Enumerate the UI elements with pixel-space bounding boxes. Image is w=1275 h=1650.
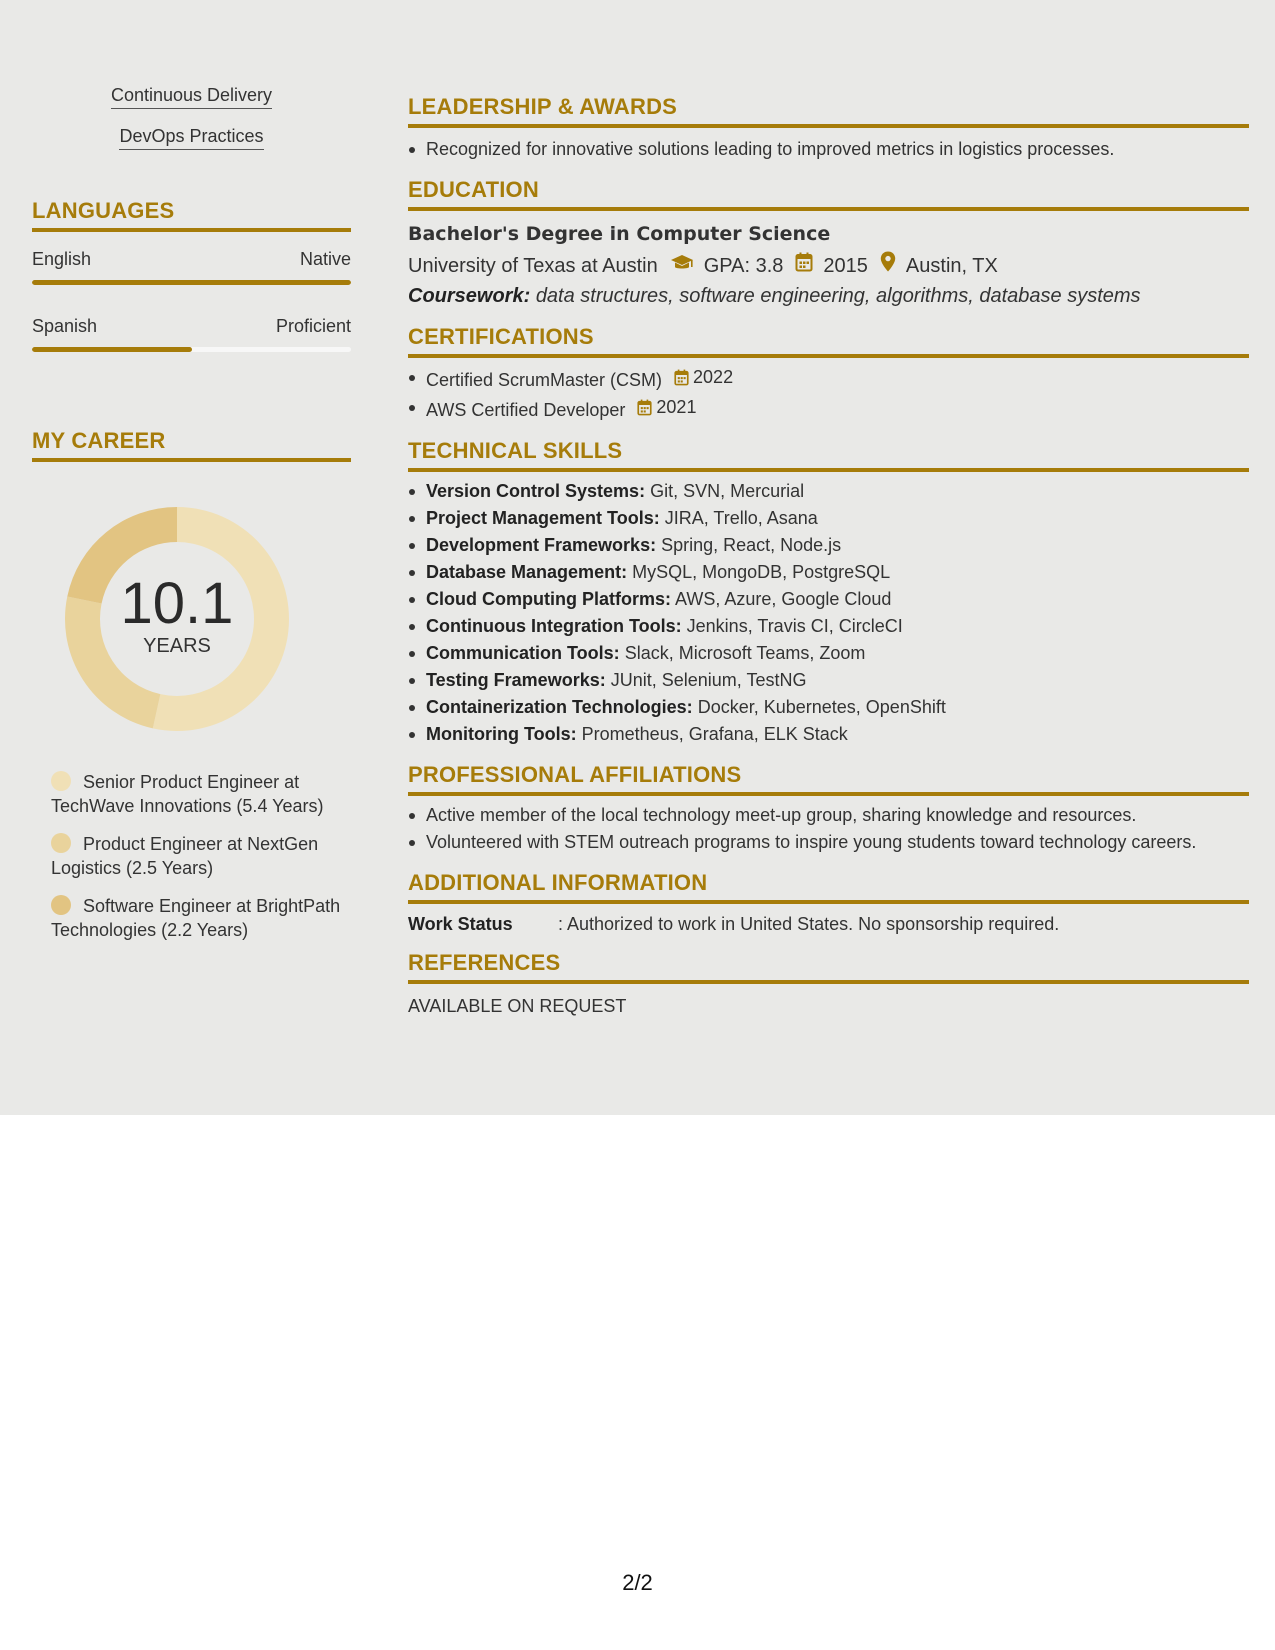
affiliations-heading: PROFESSIONAL AFFILIATIONS bbox=[408, 762, 1249, 796]
skill-values: Jenkins, Travis CI, CircleCI bbox=[686, 616, 903, 636]
skill-item bbox=[408, 586, 1249, 613]
languages-section bbox=[32, 198, 351, 352]
coursework-list: data structures, software engineering, algorithms, database systems bbox=[535, 285, 1141, 307]
skill-category: Development Frameworks: bbox=[426, 535, 657, 555]
skill-values: AWS, Azure, Google Cloud bbox=[675, 589, 892, 609]
certification-year: 2021 bbox=[656, 397, 697, 417]
coursework bbox=[408, 282, 1249, 310]
career-total: 10.1 bbox=[120, 571, 234, 636]
graduation-year: 2015 bbox=[823, 254, 868, 277]
language-level: Proficient bbox=[275, 316, 351, 336]
certification-name: AWS Certified Developer bbox=[426, 400, 626, 420]
skill-category: Cloud Computing Platforms: bbox=[426, 589, 671, 609]
certifications-section bbox=[408, 324, 1249, 424]
additional-info-heading: ADDITIONAL INFORMATION bbox=[408, 870, 1249, 904]
education-details bbox=[408, 251, 1249, 280]
leadership-section bbox=[408, 94, 1249, 163]
certification-name: Certified ScrumMaster (CSM) bbox=[426, 370, 663, 390]
donut-center bbox=[62, 504, 292, 734]
languages-heading: LANGUAGES bbox=[32, 198, 351, 232]
skill-category: Database Management: bbox=[426, 562, 628, 582]
skill-item bbox=[408, 559, 1249, 586]
career-section bbox=[32, 428, 351, 942]
technical-skills-section bbox=[408, 438, 1249, 748]
legend-item bbox=[51, 770, 341, 818]
skill-category: Testing Frameworks: bbox=[426, 670, 606, 690]
sidebar bbox=[32, 84, 351, 956]
skill-item bbox=[408, 721, 1249, 748]
coursework-label: Coursework: bbox=[408, 285, 531, 307]
work-status-label: Work Status bbox=[408, 914, 513, 934]
certifications-heading: CERTIFICATIONS bbox=[408, 324, 1249, 358]
main-content bbox=[408, 94, 1249, 1032]
skill-values: Docker, Kubernetes, OpenShift bbox=[697, 697, 946, 717]
calendar-icon bbox=[637, 399, 652, 416]
school-name: University of Texas at Austin bbox=[408, 254, 658, 277]
skill-item bbox=[408, 478, 1249, 505]
skill-values: Prometheus, Grafana, ELK Stack bbox=[581, 724, 848, 744]
language-name: Spanish bbox=[32, 316, 98, 336]
skill-values: Git, SVN, Mercurial bbox=[650, 481, 805, 501]
legend-label: Software Engineer at BrightPath Technologies (2.2 Years) bbox=[51, 896, 341, 940]
skill-item bbox=[408, 613, 1249, 640]
skill-category: Continuous Integration Tools: bbox=[426, 616, 682, 636]
technical-skills-heading: TECHNICAL SKILLS bbox=[408, 438, 1249, 472]
skill-tag: Continuous Delivery bbox=[111, 84, 272, 109]
references-section bbox=[408, 950, 1249, 1018]
certification-year: 2022 bbox=[693, 367, 734, 387]
skill-tag: DevOps Practices bbox=[119, 125, 263, 150]
location-pin-icon bbox=[880, 251, 896, 280]
additional-info-section bbox=[408, 870, 1249, 936]
skill-values: MySQL, MongoDB, PostgreSQL bbox=[632, 562, 891, 582]
language-name: English bbox=[32, 249, 92, 269]
career-legend bbox=[51, 770, 341, 942]
skill-category: Project Management Tools: bbox=[426, 508, 660, 528]
list-item: Active member of the local technology meet-up group, sharing knowledge and resources. bbox=[408, 802, 1249, 829]
skill-values: JIRA, Trello, Asana bbox=[664, 508, 818, 528]
calendar-icon bbox=[674, 369, 689, 386]
skill-item bbox=[408, 667, 1249, 694]
calendar-icon bbox=[795, 252, 813, 280]
leadership-heading: LEADERSHIP & AWARDS bbox=[408, 94, 1249, 128]
graduation-cap-icon bbox=[670, 252, 694, 280]
work-status-value: : Authorized to work in United States. No sponsorship required. bbox=[558, 914, 1060, 934]
legend-dot bbox=[51, 833, 71, 853]
legend-label: Product Engineer at NextGen Logistics (2.5 Years) bbox=[51, 834, 319, 878]
legend-item bbox=[51, 832, 341, 880]
education-section bbox=[408, 177, 1249, 310]
skill-values: JUnit, Selenium, TestNG bbox=[610, 670, 807, 690]
language-bar-fill bbox=[32, 347, 192, 352]
work-status-row bbox=[408, 912, 1249, 936]
skill-values: Spring, React, Node.js bbox=[661, 535, 842, 555]
legend-dot bbox=[51, 895, 71, 915]
language-bar bbox=[32, 347, 351, 352]
language-level: Native bbox=[299, 249, 351, 269]
skill-tags bbox=[32, 84, 351, 150]
skill-item bbox=[408, 532, 1249, 559]
gpa: GPA: 3.8 bbox=[703, 254, 784, 277]
references-heading: REFERENCES bbox=[408, 950, 1249, 984]
references-text: AVAILABLE ON REQUEST bbox=[408, 996, 627, 1016]
affiliations-section bbox=[408, 762, 1249, 856]
skill-category: Version Control Systems: bbox=[426, 481, 646, 501]
school-location: Austin, TX bbox=[905, 254, 998, 277]
skill-category: Communication Tools: bbox=[426, 643, 620, 663]
legend-item bbox=[51, 894, 341, 942]
career-heading: MY CAREER bbox=[32, 428, 351, 462]
education-heading: EDUCATION bbox=[408, 177, 1249, 211]
certification-item bbox=[408, 394, 1249, 424]
language-row bbox=[32, 248, 351, 270]
certification-item bbox=[408, 364, 1249, 394]
legend-label: Senior Product Engineer at TechWave Innovations (5.4 Years) bbox=[51, 772, 324, 816]
page-number: 2/2 bbox=[622, 1570, 653, 1595]
legend-dot bbox=[51, 771, 71, 791]
career-donut-chart bbox=[62, 504, 292, 734]
skill-item bbox=[408, 640, 1249, 667]
skill-item bbox=[408, 505, 1249, 532]
list-item: Volunteered with STEM outreach programs to inspire young students toward technology careers. bbox=[408, 829, 1249, 856]
skill-category: Monitoring Tools: bbox=[426, 724, 577, 744]
skill-values: Slack, Microsoft Teams, Zoom bbox=[624, 643, 866, 663]
skill-category: Containerization Technologies: bbox=[426, 697, 693, 717]
career-unit: YEARS bbox=[143, 635, 211, 657]
language-row bbox=[32, 315, 351, 337]
skill-item bbox=[408, 694, 1249, 721]
list-item: Recognized for innovative solutions leading to improved metrics in logistics processes. bbox=[408, 136, 1249, 163]
degree-title: Bachelor's Degree in Computer Science bbox=[408, 223, 831, 245]
